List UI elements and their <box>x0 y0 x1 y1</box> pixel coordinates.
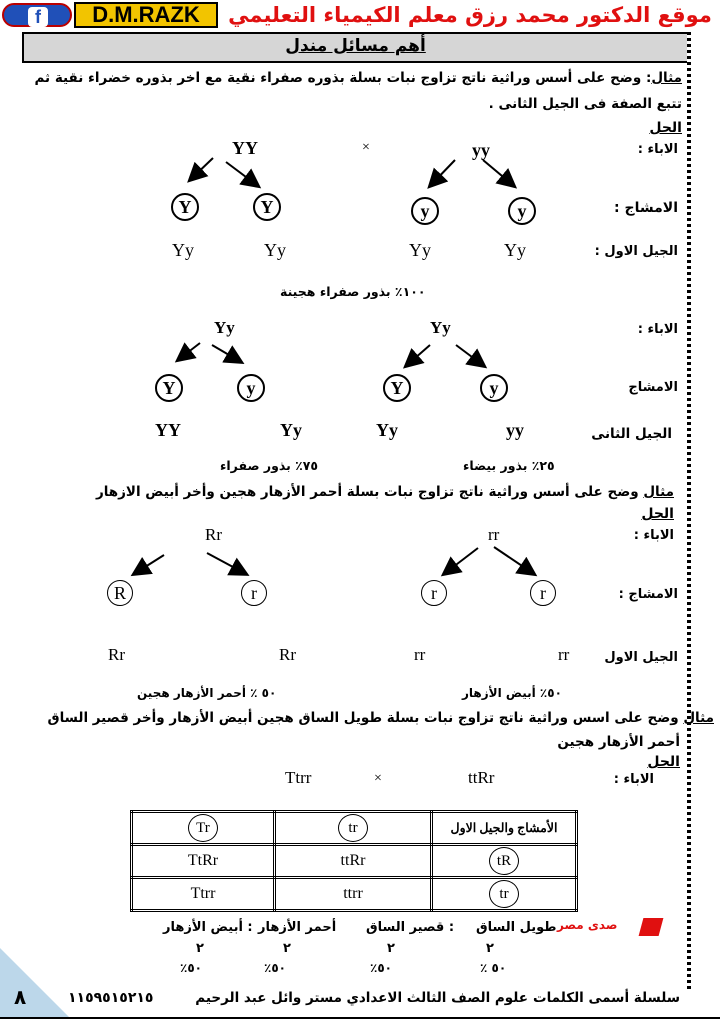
gamete-circle: y <box>480 374 508 402</box>
arrow <box>406 345 430 366</box>
offspring-genotype: Yy <box>409 240 431 260</box>
table-row <box>132 812 577 845</box>
offspring-genotype: rr <box>414 645 426 664</box>
gamete-circle: y <box>411 197 439 225</box>
summary-percent: ٥٠٪ <box>180 961 202 975</box>
parent-genotype: yy <box>472 140 490 160</box>
arrow <box>207 553 246 574</box>
gamete-circle: r <box>421 580 447 606</box>
example3-question-line1: مثال وضح على اسس وراثية ناتج تزاوج نبات بسلة طويل الساق هجين أبيض الأزهار وأخر قصير الساق <box>47 710 714 726</box>
facebook-icon: f <box>28 7 48 27</box>
cross-symbol: × <box>374 771 382 786</box>
arrow <box>456 345 484 366</box>
table-cell: TtRr <box>132 845 275 878</box>
page-corner <box>0 948 70 1018</box>
example2-question: مثال وضح على أسس وراثية ناتج تزاوج نبات بسلة أحمر الأزهار هجين وأخر أبيض الازهار <box>95 484 674 500</box>
parents-label: الاباء : <box>633 528 674 543</box>
offspring-genotype: Rr <box>108 645 125 664</box>
gametes-label: الامشاج : <box>618 587 678 602</box>
offspring-genotype: Yy <box>376 420 398 440</box>
gamete-circle: Y <box>155 374 183 402</box>
example1-question-line2: تتبع الصفة فى الجيل الثانى . <box>488 96 682 112</box>
summary-label: أحمر الأزهار <box>258 920 337 935</box>
offspring-genotype: rr <box>558 645 570 664</box>
brand-logo: D.M.RAZK <box>74 2 218 28</box>
summary-percent: ٥٠٪ <box>264 961 286 975</box>
parent-genotype: YY <box>232 138 258 158</box>
watermark-logo <box>557 916 665 938</box>
offspring-genotype: Yy <box>264 240 286 260</box>
table-corner-cell: الأمشاج والجيل الاول <box>432 812 577 845</box>
solution-label: الحل <box>647 754 680 770</box>
table-row-header: tr <box>432 878 577 911</box>
gamete-circle: Y <box>383 374 411 402</box>
summary-ratio: ٢ <box>486 941 494 956</box>
offspring-genotype: YY <box>155 420 181 440</box>
table-row <box>132 845 577 878</box>
f1-label: الجيل الاول : <box>594 244 678 259</box>
summary-label: طويل الساق <box>476 920 557 935</box>
page-title: أهم مسائل مندل <box>285 36 426 56</box>
f2-white-result: ٢٥٪ بذور بيضاء <box>463 458 555 473</box>
watermark-mark <box>639 918 664 936</box>
table-row-header: tR <box>432 845 577 878</box>
gamete-circle: Y <box>171 193 199 221</box>
table-cell: Ttrr <box>132 878 275 911</box>
example-label: مثال <box>643 484 674 500</box>
page-number: ٨ <box>14 985 27 1009</box>
arrow <box>483 160 514 186</box>
parent-genotype: ttRr <box>468 768 495 787</box>
arrow <box>444 548 478 574</box>
result-red: ٥٠ ٪ أحمر الأزهار هجين <box>137 686 277 700</box>
gametes-label: الامشاج <box>628 380 678 395</box>
gametes-label: الامشاج : <box>614 200 678 216</box>
footer-phone: ١١٥٩٥١٥٢١٥ <box>68 990 154 1006</box>
arrow <box>494 547 534 574</box>
gamete-circle: Y <box>253 193 281 221</box>
summary-ratio: ٢ <box>196 941 204 956</box>
offspring-genotype: Yy <box>172 240 194 260</box>
watermark-text: صدى مصر <box>557 918 618 932</box>
footer-course: علوم الصف الثالث الاعدادي <box>346 990 528 1006</box>
arrow <box>190 158 213 180</box>
gamete-circle: y <box>508 197 536 225</box>
punnett-table <box>130 810 578 912</box>
gamete-circle: r <box>530 580 556 606</box>
summary-ratio: ٢ <box>387 941 395 956</box>
parent-genotype: Yy <box>430 318 451 337</box>
arrow <box>430 160 455 186</box>
gamete-circle: R <box>107 580 133 606</box>
offspring-genotype: yy <box>506 420 524 440</box>
table-cell: ttrr <box>275 878 432 911</box>
offspring-genotype: Yy <box>280 420 302 440</box>
parents-label: الاباء : <box>637 322 678 337</box>
result-white: ٥٠٪ أبيض الأزهار <box>462 686 562 700</box>
offspring-genotype: Rr <box>279 645 296 664</box>
parent-genotype: Yy <box>214 318 235 337</box>
solution-label: الحل <box>649 120 682 136</box>
f1-label: الجيل الاول <box>604 650 678 665</box>
parent-genotype: Rr <box>205 525 222 544</box>
table-row <box>132 878 577 911</box>
arrow <box>178 343 200 360</box>
summary-ratio: ٢ <box>283 941 291 956</box>
arrow <box>226 162 258 186</box>
f1-result: ١٠٠٪ بذور صفراء هجينة <box>280 284 426 299</box>
site-title: موقع الدكتور محمد رزق معلم الكيمياء التعليمي <box>228 3 712 27</box>
example3-question-line2: أحمر الأزهار هجين <box>557 734 680 750</box>
gamete-circle: r <box>241 580 267 606</box>
parents-label: الاباء : <box>637 142 678 157</box>
f2-label: الجيل الثانى <box>591 426 672 442</box>
cross-symbol: × <box>362 140 370 155</box>
offspring-genotype: Yy <box>504 240 526 260</box>
gamete-circle: y <box>237 374 265 402</box>
f2-yellow-result: ٧٥٪ بذور صفراء <box>220 458 319 473</box>
arrow <box>212 345 241 362</box>
solution-label: الحل <box>641 506 674 522</box>
arrow <box>134 555 164 574</box>
summary-percent: ٥٠ ٪ <box>480 961 507 975</box>
example-label: مثال <box>683 710 714 726</box>
summary-label: : قصير الساق <box>366 920 455 935</box>
example-label: مثال <box>651 70 682 86</box>
summary-percent: ٥٠٪ <box>370 961 392 975</box>
example1-question-line1: مثال: وضح على أسس وراثية ناتج تزاوج نبات بسلة بذوره صفراء نقية مع اخر بذوره خضراء نقية ثم <box>34 70 682 86</box>
footer-teacher: مستر وائل عبد الرحيم <box>195 990 342 1006</box>
parents-label: الاباء : <box>613 772 654 787</box>
table-header-cell: tr <box>275 812 432 845</box>
parent-genotype: Ttrr <box>285 768 312 787</box>
table-header-cell: Tr <box>132 812 275 845</box>
table-cell: ttRr <box>275 845 432 878</box>
footer-series: سلسلة أسمى الكلمات <box>533 990 680 1006</box>
summary-label: : أبيض الأزهار <box>163 920 253 935</box>
parent-genotype: rr <box>488 525 500 544</box>
